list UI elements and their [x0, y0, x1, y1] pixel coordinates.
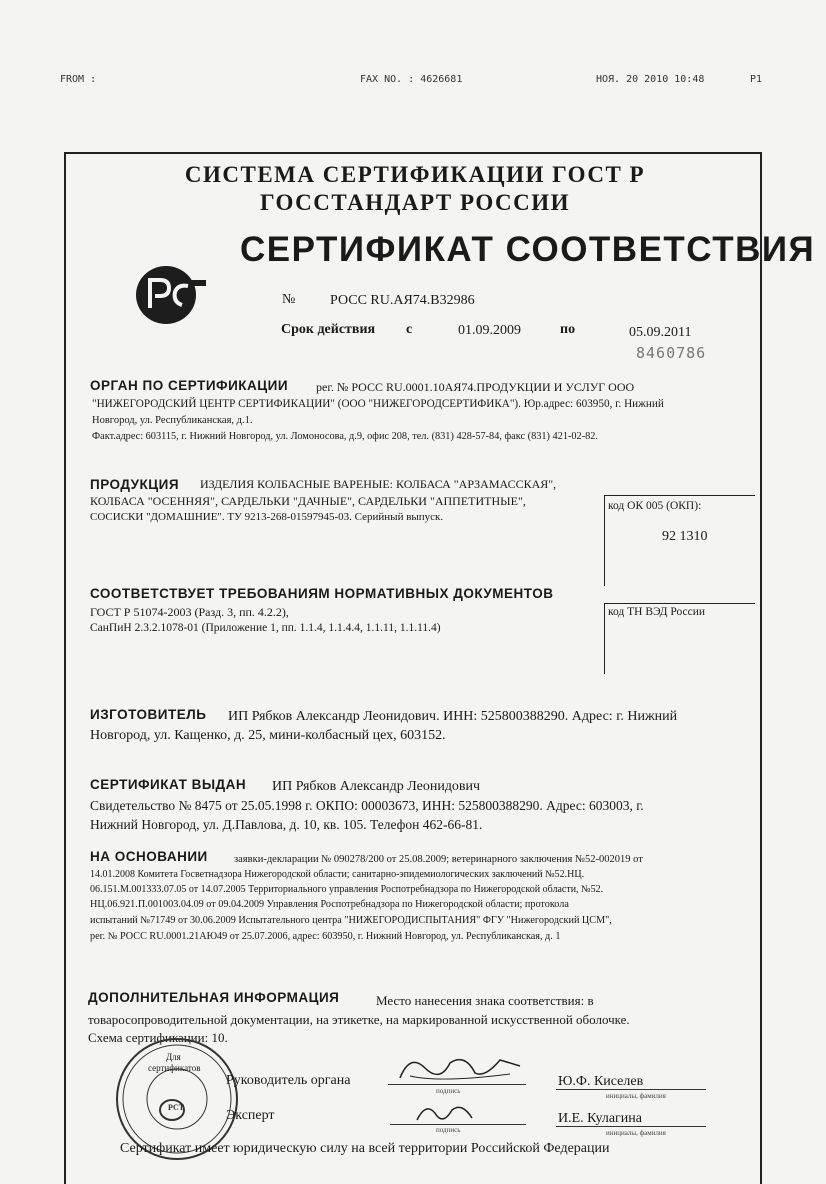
expert-name-line: [556, 1126, 706, 1127]
validity-from-label: с: [406, 322, 413, 337]
rst-logo-icon: [118, 262, 218, 332]
additional-info-line3: Схема сертификации: 10.: [88, 1030, 228, 1045]
certification-body-line3: Новгород, ул. Республиканская, д.1.: [92, 415, 253, 426]
certification-body-line2: "НИЖЕГОРОДСКИЙ ЦЕНТР СЕРТИФИКАЦИИ" (ООО "НИЖЕГОРОДСЕРТИФИКА"). Юр.адрес: 603950, г. Нижний: [92, 398, 664, 410]
additional-info-line2: товаросопроводительной документации, на этикетке, на маркированной искусственной оболочке.: [88, 1012, 630, 1027]
fax-page: P1: [750, 74, 763, 85]
expert-name-caption: инициалы, фамилия: [606, 1129, 666, 1137]
issued-to-line1: ИП Рябков Александр Леонидович: [272, 779, 481, 794]
certificate-number: РОСС RU.АЯ74.В32986: [330, 293, 475, 308]
conformity-heading: СООТВЕТСТВУЕТ ТРЕБОВАНИЯМ НОРМАТИВНЫХ ДОКУМЕНТОВ: [90, 586, 554, 601]
system-subtitle: ГОССТАНДАРТ РОССИИ: [259, 190, 571, 215]
certification-body-line4: Факт.адрес: 603115, г. Нижний Новгород, ул. Ломоносова, д.9, офис 208, тел. (831) 428-57-84, факс (831) 421-02-82.: [92, 431, 598, 442]
conformity-line1: ГОСТ Р 51074-2003 (Разд. 3, пп. 4.2.2),: [90, 605, 289, 619]
blank-number: 8460786: [636, 344, 707, 362]
basis-line2: 14.01.2008 Комитета Госветнадзора Нижегородской области; санитарно-эпидемиологических заключений №52.НЦ.: [90, 869, 585, 880]
product-line2: КОЛБАСА "ОСЕННЯЯ", САРДЕЛЬКИ "ДАЧНЫЕ", САРДЕЛЬКИ "АППЕТИТНЫЕ",: [90, 494, 526, 508]
product-line3: СОСИСКИ "ДОМАШНИЕ". ТУ 9213-268-01597945-03. Серийный выпуск.: [90, 511, 444, 523]
certification-body-line1: рег. № РОСС RU.0001.10АЯ74.ПРОДУКЦИИ И УСЛУГ ООО: [316, 380, 635, 394]
additional-info-line1: Место нанесения знака соответствия: в: [376, 993, 594, 1008]
head-name: Ю.Ф. Киселев: [558, 1074, 644, 1089]
basis-line6: рег. № РОСС RU.0001.21АЮ49 от 25.07.2006, адрес: 603950, г. Нижний Новгород, ул. Республиканская, д. 1: [90, 931, 561, 942]
basis-line1: заявки-декларации № 090278/200 от 25.08.2009; ветеринарного заключения №52-002019 от: [234, 854, 643, 865]
head-name-line: [556, 1089, 706, 1090]
issued-to-heading: СЕРТИФИКАТ ВЫДАН: [90, 777, 247, 792]
stamp-logo-text: РСТ: [168, 1103, 185, 1112]
conformity-line2: СанПиН 2.3.2.1078-01 (Приложение 1, пп. 1.1.4, 1.1.4.4, 1.1.11, 1.1.11.4): [90, 622, 441, 634]
stamp-text-1: Для: [166, 1052, 181, 1062]
head-signature-caption: подпись: [436, 1087, 461, 1095]
legal-force-footer: Сертификат имеет юридическую силу на всей территории Российской Федерации: [120, 1141, 610, 1156]
basis-heading: НА ОСНОВАНИИ: [90, 849, 208, 864]
basis-line3: 06.151.М.001333.07.05 от 14.07.2005 Территориального управления Роспотребнадзора по Нижегородской области, №52.: [90, 884, 604, 895]
manufacturer-line1: ИП Рябков Александр Леонидович. ИНН: 525800388290. Адрес: г. Нижний: [228, 709, 678, 724]
additional-info-heading: ДОПОЛНИТЕЛЬНАЯ ИНФОРМАЦИЯ: [88, 990, 340, 1005]
manufacturer-line2: Новгород, ул. Кащенко, д. 25, мини-колбасный цех, 603152.: [90, 728, 446, 743]
expert-name: И.Е. Кулагина: [558, 1111, 642, 1126]
tnved-code-label: код ТН ВЭД России: [608, 606, 706, 618]
head-name-caption: инициалы, фамилия: [606, 1092, 666, 1100]
issued-to-line2: Свидетельство № 8475 от 25.05.1998 г. ОКПО: 00003673, ИНН: 525800388290. Адрес: 603003, г.: [90, 798, 644, 813]
validity-label: Срок действия: [281, 322, 376, 337]
stamp-text-2: сертификатов: [148, 1063, 201, 1073]
number-label: №: [282, 292, 296, 307]
expert-signature-line: [390, 1124, 526, 1125]
head-signature-line: [388, 1084, 526, 1085]
basis-line4: НЦ.06.921.П.001003.04.09 от 09.04.2009 Управления Роспотребнадзора по Нижегородской области; протокола: [90, 899, 569, 910]
manufacturer-heading: ИЗГОТОВИТЕЛЬ: [90, 707, 207, 722]
issued-to-line3: Нижний Новгород, ул. Д.Павлова, д. 10, кв. 105. Телефон 462-66-81.: [90, 817, 483, 832]
validity-from-date: 01.09.2009: [458, 323, 521, 338]
head-of-body-label: Руководитель органа: [226, 1073, 351, 1088]
certificate-title: СЕРТИФИКАТ СООТВЕТСТВИЯ: [240, 230, 816, 269]
system-title: СИСТЕМА СЕРТИФИКАЦИИ ГОСТ Р: [184, 162, 646, 187]
expert-signature-caption: подпись: [436, 1126, 461, 1134]
product-line1: ИЗДЕЛИЯ КОЛБАСНЫЕ ВАРЕНЫЕ: КОЛБАСА "АРЗАМАССКАЯ",: [200, 477, 557, 491]
basis-line5: испытаний №71749 от 30.06.2009 Испытательного центра "НИЖЕГОРОДИСПЫТАНИЯ" ФГУ "Нижегородский ЦСМ",: [90, 915, 612, 926]
fax-date-time: НОЯ. 20 2010 10:48: [596, 74, 705, 85]
expert-label: Эксперт: [226, 1108, 275, 1123]
fax-from: FROM :: [60, 74, 97, 85]
product-heading: ПРОДУКЦИЯ: [90, 477, 180, 492]
product-code-label: код ОК 005 (ОКП):: [608, 500, 702, 512]
validity-to-date: 05.09.2011: [629, 325, 692, 340]
product-code-value: 92 1310: [662, 529, 708, 544]
validity-to-label: по: [560, 322, 576, 337]
fax-number: FAX NO. : 4626681: [360, 74, 463, 85]
certification-body-heading: ОРГАН ПО СЕРТИФИКАЦИИ: [90, 378, 289, 393]
